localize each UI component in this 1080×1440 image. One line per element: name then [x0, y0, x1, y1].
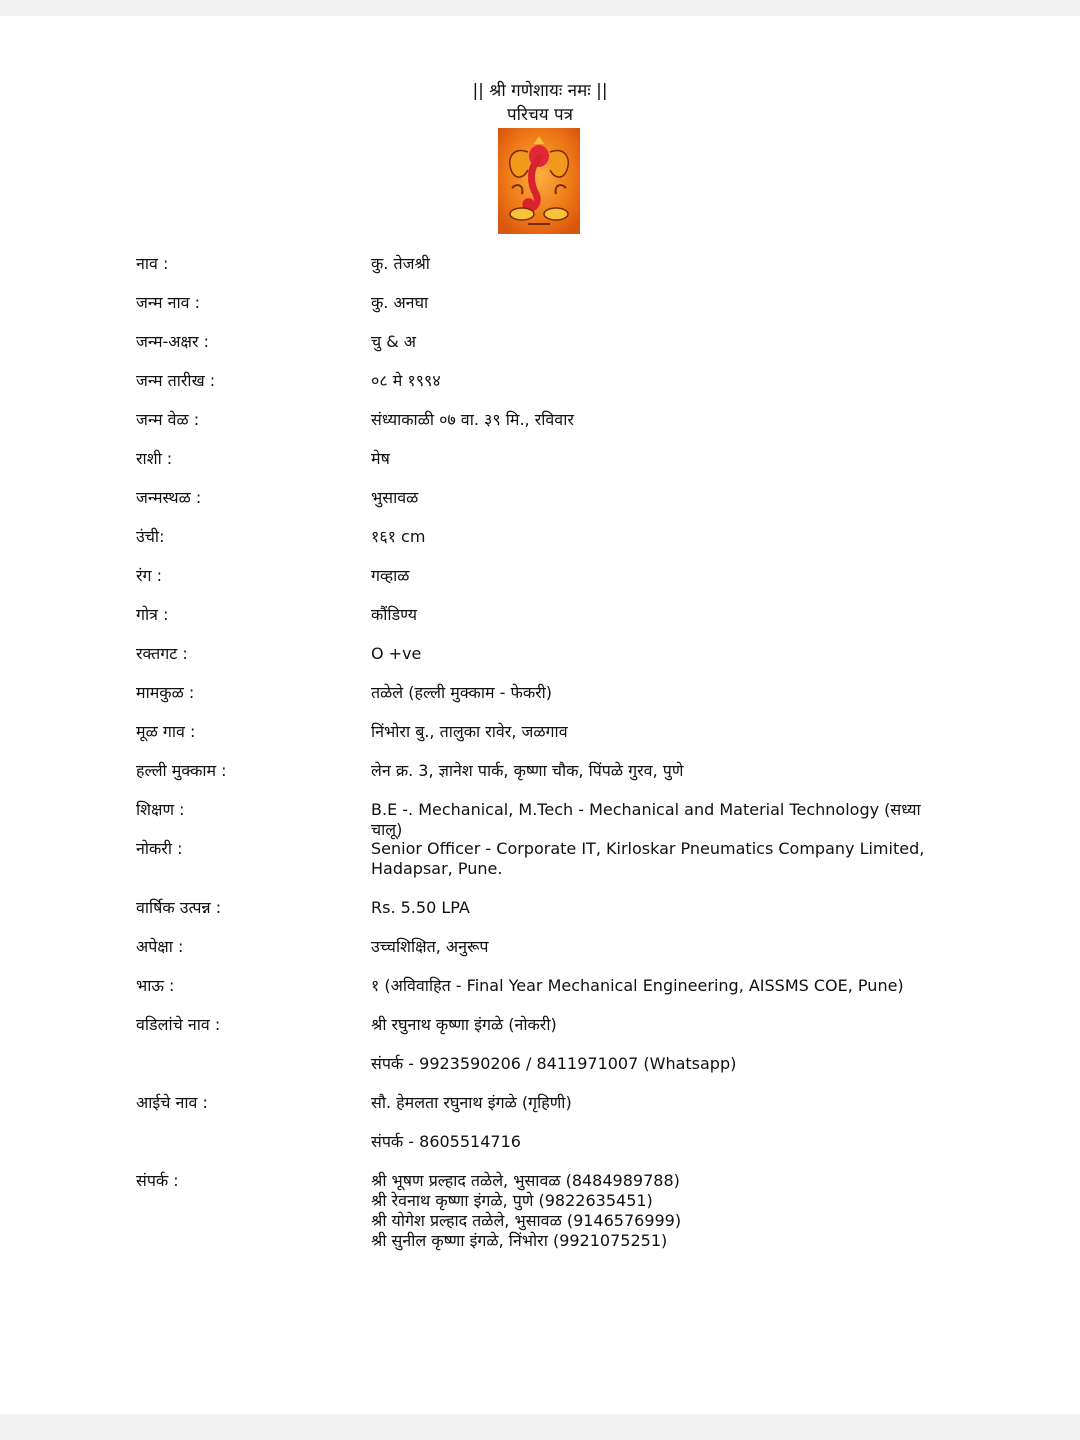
field-label: जन्मस्थळ :	[136, 488, 202, 507]
field-label: अपेक्षा :	[136, 937, 184, 956]
field-value: O +ve	[371, 644, 422, 663]
field-value: निंभोरा बु., तालुका रावेर, जळगाव	[371, 722, 568, 741]
field-value: गव्हाळ	[371, 566, 410, 585]
field-value: कु. अनघा	[371, 293, 429, 312]
field-value: १६१ cm	[371, 527, 426, 546]
field-label: जन्म तारीख :	[136, 371, 216, 390]
field-label: वडिलांचे नाव :	[136, 1015, 221, 1034]
field-label: आईचे नाव :	[136, 1093, 208, 1112]
field-value: Rs. 5.50 LPA	[371, 898, 470, 917]
field-value: संपर्क - 8605514716	[371, 1132, 521, 1151]
field-label: उंची:	[136, 527, 165, 546]
field-label: राशी :	[136, 449, 173, 468]
field-label: रक्तगट :	[136, 644, 188, 663]
field-label: हल्ली मुक्काम :	[136, 761, 227, 780]
field-value-lines	[371, 1171, 951, 1251]
field-value: श्री रघुनाथ कृष्णा इंगळे (नोकरी)	[371, 1015, 557, 1034]
field-value-line: Senior Officer - Corporate IT, Kirloskar Pneumatics Company Limited,	[371, 839, 925, 858]
field-label: जन्म-अक्षर :	[136, 332, 210, 351]
field-label: शिक्षण :	[136, 800, 185, 819]
field-value: तळेले (हल्ली मुक्काम - फेकरी)	[371, 683, 553, 702]
field-value: उच्चशिक्षित, अनुरूप	[371, 937, 489, 956]
field-value: मेष	[371, 449, 390, 468]
field-label: नाव :	[136, 254, 169, 273]
field-value: भुसावळ	[371, 488, 419, 507]
field-value-line: Hadapsar, Pune.	[371, 859, 503, 878]
page-title: परिचय पत्र	[506, 105, 574, 125]
field-label: जन्म वेळ :	[136, 410, 200, 429]
field-label: मूळ गाव :	[136, 722, 196, 741]
ganesha-icon	[498, 128, 580, 234]
field-label: नोकरी :	[136, 839, 183, 858]
invocation-heading: || श्री गणेशायः नमः ||	[472, 81, 608, 101]
field-value: B.E -. Mechanical, M.Tech - Mechanical and Material Technology (सध्या चालू)	[371, 800, 921, 839]
field-value-line: श्री रेवनाथ कृष्णा इंगळे, पुणे (9822635451)	[371, 1191, 653, 1210]
field-value: लेन क्र. 3, ज्ञानेश पार्क, कृष्णा चौक, पिंपळे गुरव, पुणे	[371, 761, 684, 780]
field-label: मामकुळ :	[136, 683, 195, 702]
field-value-line: श्री भूषण प्रल्हाद तळेले, भुसावळ (8484989788)	[371, 1171, 680, 1190]
field-value: चु & अ	[371, 332, 417, 351]
field-label: गोत्र :	[136, 605, 169, 624]
field-value: १ (अविवाहित - Final Year Mechanical Engineering, AISSMS COE, Pune)	[371, 976, 904, 995]
field-value: कौंडिण्य	[371, 605, 418, 624]
field-label: जन्म नाव :	[136, 293, 201, 312]
field-value-line: श्री सुनील कृष्णा इंगळे, निंभोरा (9921075251)	[371, 1231, 668, 1250]
biodata-page	[0, 16, 1080, 1414]
field-label: संपर्क :	[136, 1171, 179, 1190]
field-label: वार्षिक उत्पन्न :	[136, 898, 222, 917]
field-value: संध्याकाळी ०७ वा. ३९ मि., रविवार	[371, 410, 574, 429]
field-value-lines	[371, 839, 951, 879]
field-label: भाऊ :	[136, 976, 175, 995]
field-value-line: श्री योगेश प्रल्हाद तळेले, भुसावळ (9146576999)	[371, 1211, 682, 1230]
field-value: संपर्क - 9923590206 / 8411971007 (Whatsapp)	[371, 1054, 737, 1073]
field-value: कु. तेजश्री	[371, 254, 430, 273]
field-value: सौ. हेमलता रघुनाथ इंगळे (गृहिणी)	[371, 1093, 572, 1112]
field-label: रंग :	[136, 566, 163, 585]
field-value: ०८ मे १९९४	[371, 371, 441, 390]
